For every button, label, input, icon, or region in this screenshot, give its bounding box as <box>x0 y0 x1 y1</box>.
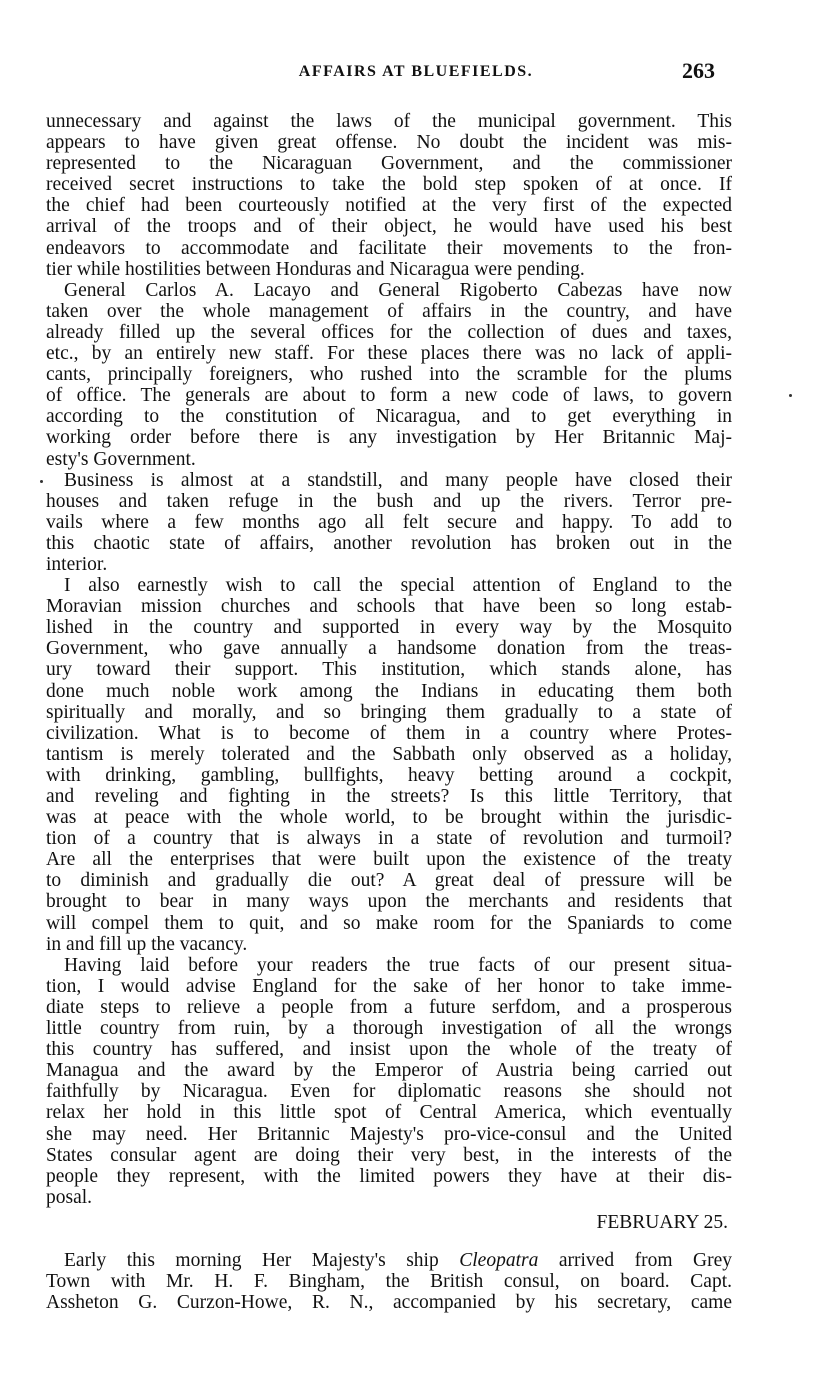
text-line: represented to the Nicaraguan Government, and the commissioner <box>46 153 732 175</box>
paragraph <box>46 111 732 280</box>
paragraph <box>46 1250 732 1313</box>
paragraph <box>46 470 732 575</box>
text-line: Town with Mr. H. F. Bingham, the British consul, on board. Capt. <box>46 1270 732 1292</box>
text-line: posal. <box>46 1186 93 1208</box>
paragraph <box>46 280 732 470</box>
text-line: this country has suffered, and insist upon the whole of the treaty of <box>46 1039 732 1061</box>
text-line: little country from ruin, by a thorough investigation of all the wrongs <box>46 1018 732 1040</box>
paragraph <box>46 575 732 955</box>
running-title: AFFAIRS AT BLUEFIELDS. <box>298 63 534 80</box>
text-line: to diminish and gradually die out? A great deal of pressure will be <box>46 870 732 892</box>
text-line: cants, principally foreigners, who rushed into the scramble for the plums <box>46 364 732 386</box>
ship-name: Cleopatra <box>459 1249 539 1271</box>
text-line: taken over the whole management of affairs in the country, and have <box>46 300 732 322</box>
text-line: Business is almost at a standstill, and many people have closed their <box>64 469 732 491</box>
print-speck <box>40 480 43 483</box>
text-line: arrival of the troops and of their object, he would have used his best <box>46 216 732 238</box>
text-line: tion, I would advise England for the sake of her honor to take imme- <box>46 975 732 997</box>
text-line: unnecessary and against the laws of the municipal government. This <box>46 111 732 132</box>
text-line: faithfully by Nicaragua. Even for diplomatic reasons she should not <box>46 1081 732 1103</box>
text-line: States consular agent are doing their very best, in the interests of the <box>46 1144 732 1166</box>
text-line: relax her hold in this little spot of Central America, which eventually <box>46 1102 732 1124</box>
text-line: with drinking, gambling, bullfights, heavy betting around a cockpit, <box>46 764 732 786</box>
text-line: diate steps to relieve a people from a future serfdom, and a prosperous <box>46 996 732 1018</box>
text-line: endeavors to accommodate and facilitate their movements to the fron- <box>46 237 732 259</box>
text-line: esty's Government. <box>46 448 196 470</box>
text-line: will compel them to quit, and so make room for the Spaniards to come <box>46 912 732 934</box>
text-line: civilization. What is to become of them in a country where Protes- <box>46 722 732 744</box>
text-line: tier while hostilities between Honduras and Nicaragua were pending. <box>46 258 585 280</box>
text-line: and reveling and fighting in the streets? Is this little Territory, that <box>46 786 732 807</box>
text-line: according to the constitution of Nicaragua, and to get everything in <box>46 406 732 428</box>
text-line: Assheton G. Curzon-Howe, R. N., accompanied by his secretary, came <box>46 1292 732 1314</box>
text-line: spiritually and morally, and so bringing them gradually to a state of <box>46 701 732 723</box>
text-line: lished in the country and supported in every way by the Mosquito <box>46 617 732 639</box>
text-line: was at peace with the whole world, to be brought within the jurisdic- <box>46 807 732 829</box>
text-run: Early this morning Her Majesty's ship <box>64 1249 460 1271</box>
page-number: 263 <box>682 58 715 83</box>
text-line: she may need. Her Britannic Majesty's pro-vice-consul and the United <box>46 1123 732 1145</box>
dateline: FEBRUARY 25. <box>596 1211 728 1233</box>
text-line: of office. The generals are about to form a new code of laws, to govern <box>46 385 732 407</box>
text-line: received secret instructions to take the bold step spoken of at once. If <box>46 174 732 196</box>
text-line: ury toward their support. This institution, which stands alone, has <box>46 659 732 681</box>
paragraph <box>46 955 732 1208</box>
spacer <box>46 1238 732 1250</box>
text-line: people they represent, with the limited powers they have at their dis- <box>46 1165 732 1187</box>
text-line: already filled up the several offices for the collection of dues and taxes, <box>46 321 732 343</box>
text-line: I also earnestly wish to call the special attention of England to the <box>64 575 732 597</box>
text-line: the chief had been courteously notified at the very first of the expected <box>46 195 732 217</box>
text-line: working order before there is any investigation by Her Britannic Maj- <box>46 427 732 449</box>
text-line: in and fill up the vacancy. <box>46 933 248 955</box>
text-line: tion of a country that is always in a state of revolution and turmoil? <box>46 828 732 850</box>
text-line: this chaotic state of affairs, another revolution has broken out in the <box>46 532 732 554</box>
text-line: Managua and the award by the Emperor of Austria being carried out <box>46 1060 732 1082</box>
text-line: Government, who gave annually a handsome donation from the treas- <box>46 638 732 660</box>
text-line: Moravian mission churches and schools that have been so long estab- <box>46 596 732 618</box>
text-line: interior. <box>46 553 108 575</box>
text-line: vails where a few months ago all felt secure and happy. To add to <box>46 511 732 533</box>
body-text <box>46 111 732 1313</box>
text-line: appears to have given great offense. No doubt the incident was mis- <box>46 132 732 154</box>
text-line: Are all the enterprises that were built upon the existence of the treaty <box>46 849 732 871</box>
text-line <box>46 1250 732 1271</box>
print-speck <box>789 394 792 397</box>
text-line: etc., by an entirely new staff. For these places there was no lack of appli- <box>46 343 732 365</box>
text-line: General Carlos A. Lacayo and General Rigoberto Cabezas have now <box>64 279 732 301</box>
text-line: Having laid before your readers the true facts of our present situa- <box>64 954 732 976</box>
text-line: tantism is merely tolerated and the Sabbath only observed as a holiday, <box>46 743 732 765</box>
text-run: arrived from Grey <box>538 1249 732 1271</box>
text-line: done much noble work among the Indians in educating them both <box>46 680 732 702</box>
text-line: houses and taken refuge in the bush and up the rivers. Terror pre- <box>46 490 732 512</box>
text-line: brought to bear in many ways upon the merchants and residents that <box>46 891 732 913</box>
